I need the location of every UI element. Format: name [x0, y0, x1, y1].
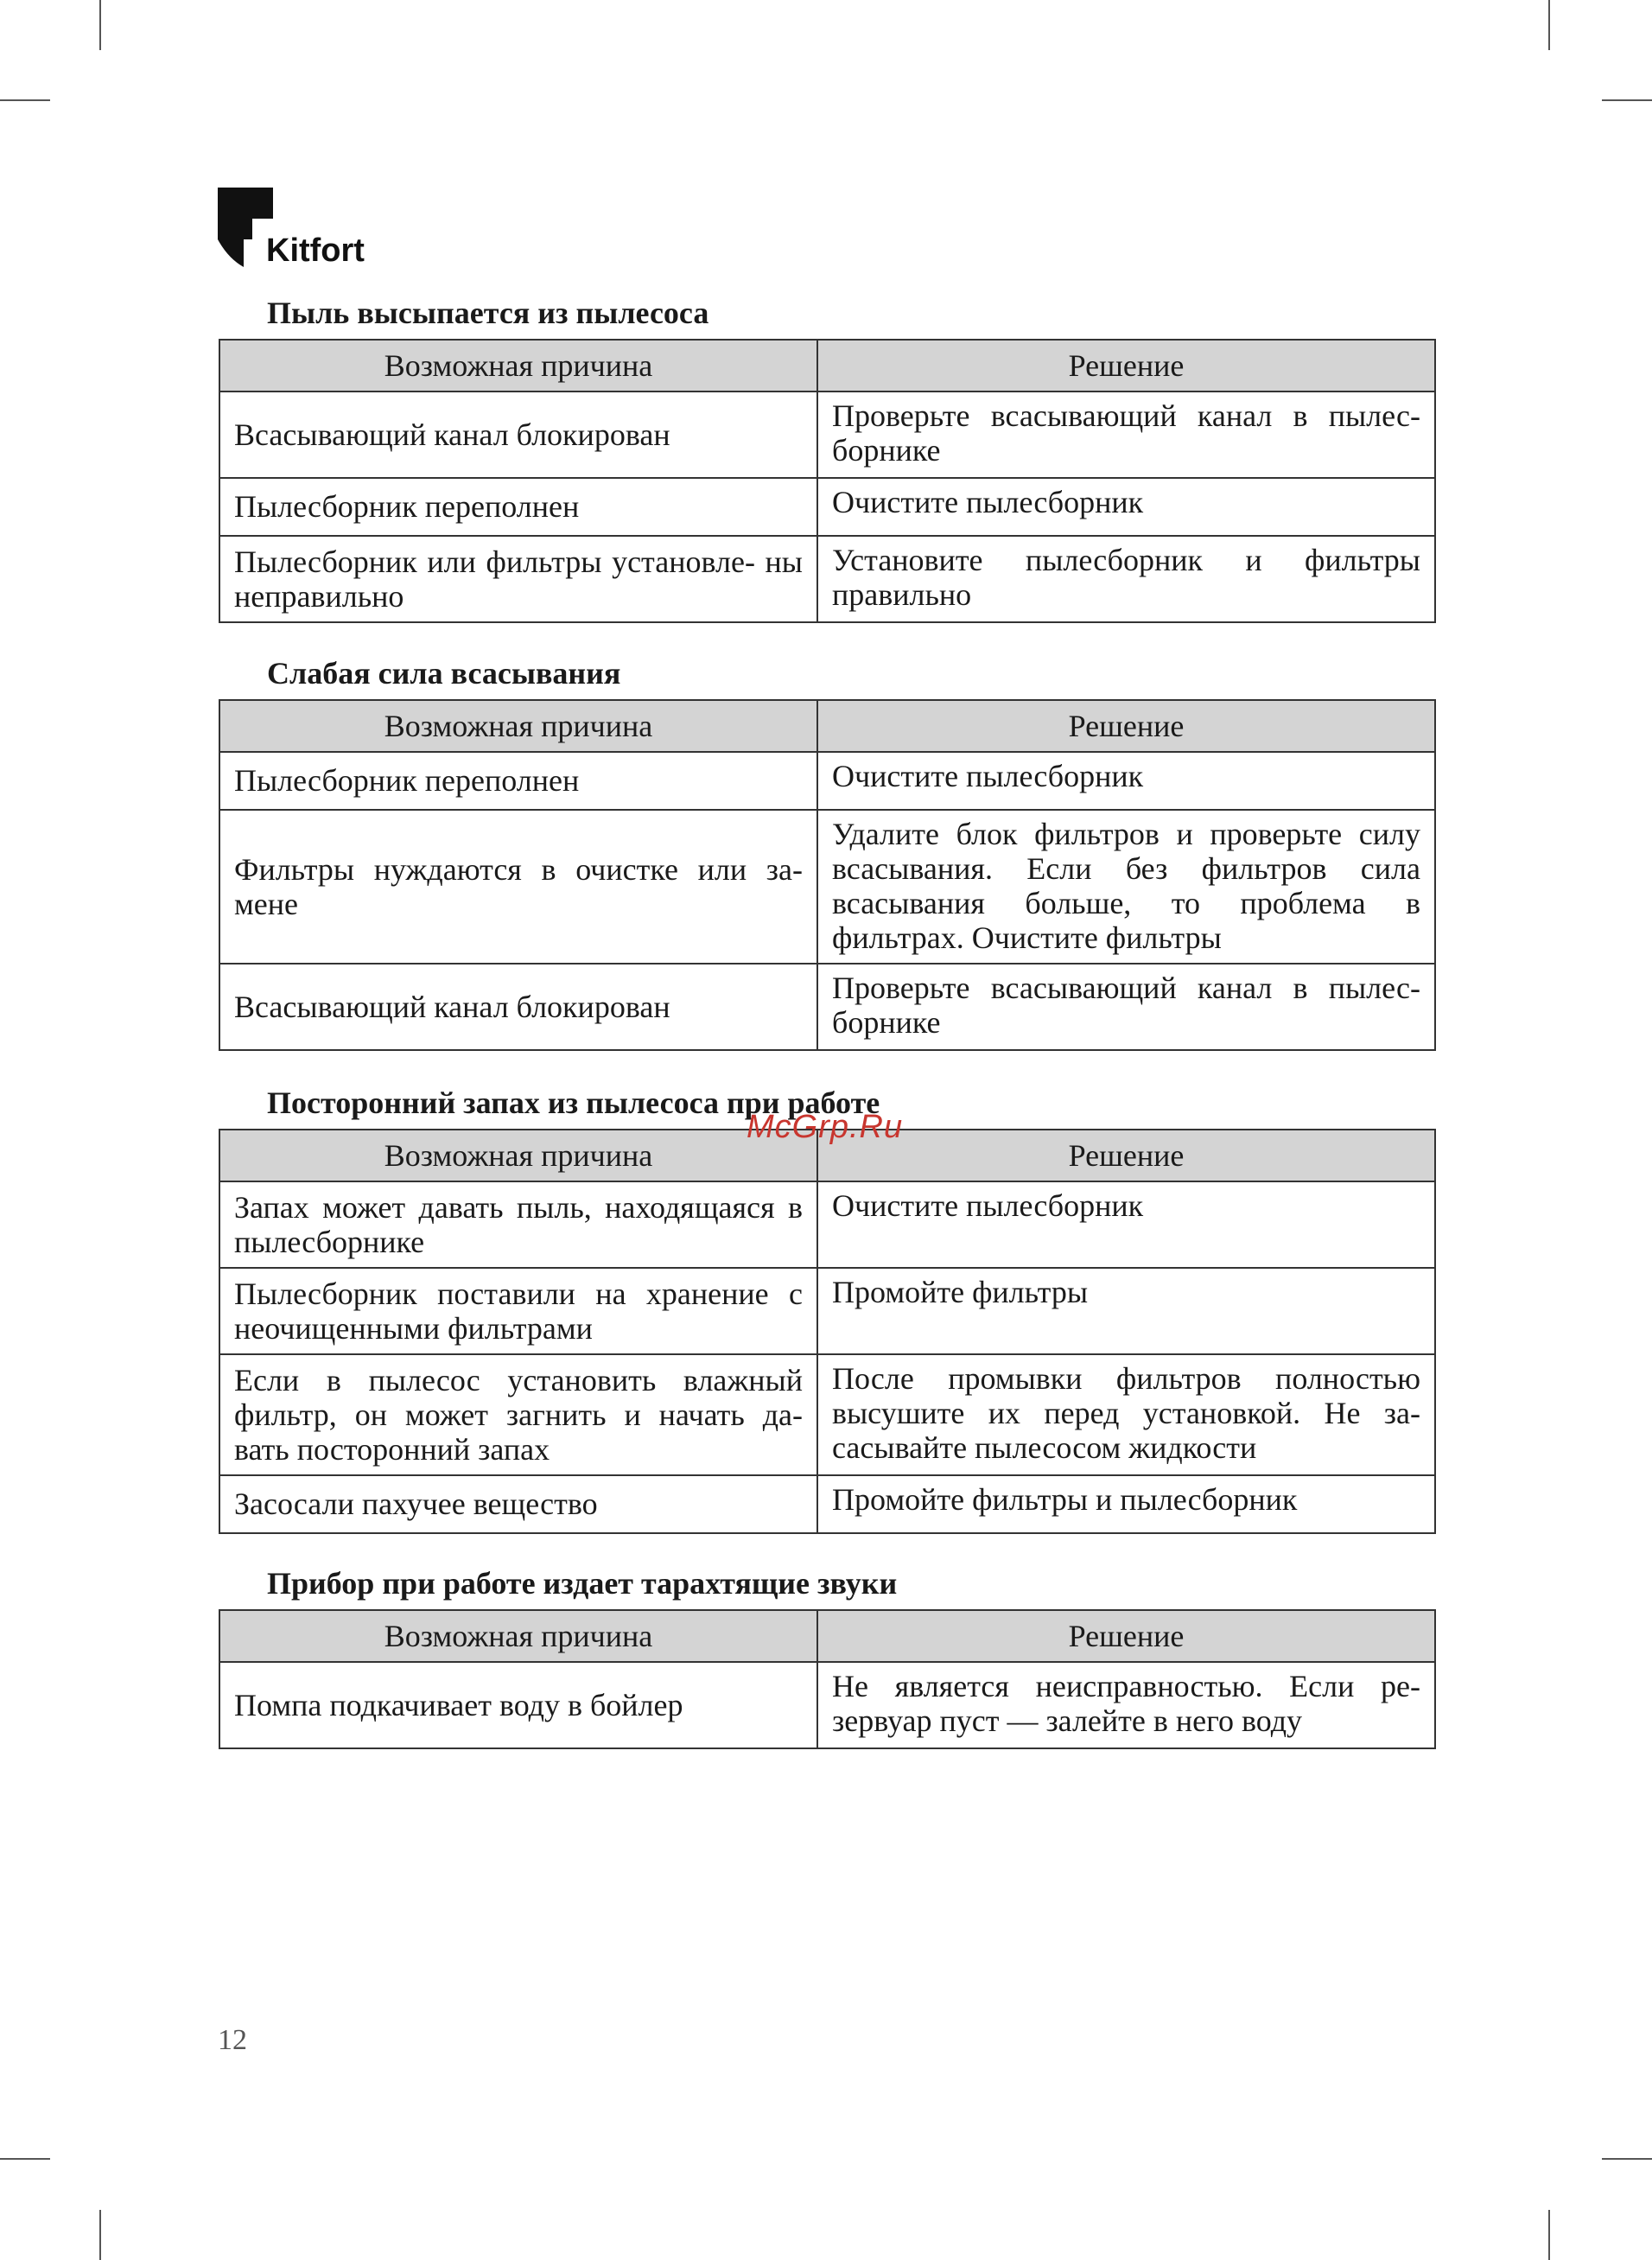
table-header-row	[219, 1610, 1435, 1662]
cause-cell: Всасывающий канал блокирован	[219, 392, 817, 478]
table-row	[219, 536, 1435, 622]
column-header-solution: Решение	[817, 340, 1435, 392]
crop-mark	[99, 0, 101, 50]
solution-cell: Не является неисправностью. Если ре- зервуар пуст — залейте в него воду	[817, 1662, 1435, 1748]
crop-mark	[1602, 99, 1652, 101]
cause-cell: Пылесборник или фильтры установле- ны неправильно	[219, 536, 817, 622]
solution-cell: Промойте фильтры и пылесборник	[817, 1475, 1435, 1533]
solution-cell: Промойте фильтры	[817, 1268, 1435, 1354]
cause-cell: Если в пылесос установить влажный фильтр, он может загнить и начать да- вать посторонний запах	[219, 1354, 817, 1475]
logo-text: Kitfort	[266, 232, 365, 269]
cause-cell: Запах может давать пыль, находящаяся в пылесборнике	[219, 1181, 817, 1268]
column-header-solution: Решение	[817, 1130, 1435, 1181]
brand-logo	[218, 188, 391, 274]
section-title: Посторонний запах из пылесоса при работе	[267, 1085, 880, 1120]
table-row	[219, 478, 1435, 536]
solution-cell: Проверьте всасывающий канал в пылес- борнике	[817, 392, 1435, 478]
table-row	[219, 964, 1435, 1050]
table-row	[219, 810, 1435, 964]
solution-cell: Очистите пылесборник	[817, 1181, 1435, 1268]
solution-cell: Очистите пылесборник	[817, 752, 1435, 810]
crop-mark	[99, 2210, 101, 2260]
section-odor	[219, 1085, 1434, 1534]
cause-cell: Засосали пахучее вещество	[219, 1475, 817, 1533]
table-row	[219, 392, 1435, 478]
table-row	[219, 1475, 1435, 1533]
column-header-cause: Возможная причина	[219, 1130, 817, 1181]
table-header-row	[219, 340, 1435, 392]
cause-cell: Фильтры нуждаются в очистке или за- мене	[219, 810, 817, 964]
column-header-solution: Решение	[817, 1610, 1435, 1662]
solution-cell: Удалите блок фильтров и проверьте силу всасывания. Если без фильтров сила всасывания больше, то проблема в фильтрах. Очистите фильтры	[817, 810, 1435, 964]
table-row	[219, 1181, 1435, 1268]
crop-mark	[1548, 0, 1550, 50]
cause-cell: Помпа подкачивает воду в бойлер	[219, 1662, 817, 1748]
table-row	[219, 1662, 1435, 1748]
page-number: 12	[218, 2024, 247, 2056]
solution-cell: Проверьте всасывающий канал в пылес- борнике	[817, 964, 1435, 1050]
watermark: McGrp.Ru	[747, 1109, 904, 1145]
crop-mark	[0, 99, 50, 101]
table-row	[219, 1268, 1435, 1354]
solution-cell: Очистите пылесборник	[817, 478, 1435, 536]
column-header-cause: Возможная причина	[219, 340, 817, 392]
troubleshooting-table	[219, 1129, 1436, 1534]
section-title: Слабая сила всасывания	[267, 656, 621, 691]
crop-mark	[1548, 2210, 1550, 2260]
troubleshooting-table	[219, 1609, 1436, 1749]
solution-cell: После промывки фильтров полностью высушите их перед установкой. Не за- сасывайте пылесосом жидкости	[817, 1354, 1435, 1475]
section-dust-spills	[219, 296, 1434, 623]
cause-cell: Пылесборник поставили на хранение с неочищенными фильтрами	[219, 1268, 817, 1354]
section-rattling-noise	[219, 1566, 1434, 1749]
column-header-cause: Возможная причина	[219, 700, 817, 752]
section-title: Прибор при работе издает тарахтящие звуки	[267, 1566, 898, 1601]
column-header-cause: Возможная причина	[219, 1610, 817, 1662]
column-header-solution: Решение	[817, 700, 1435, 752]
crop-mark	[0, 2158, 50, 2160]
cause-cell: Пылесборник переполнен	[219, 752, 817, 810]
section-title: Пыль высыпается из пылесоса	[267, 296, 709, 330]
cause-cell: Всасывающий канал блокирован	[219, 964, 817, 1050]
cause-cell: Пылесборник переполнен	[219, 478, 817, 536]
solution-cell: Установите пылесборник и фильтры правильно	[817, 536, 1435, 622]
section-weak-suction	[219, 656, 1434, 1051]
logo-mark-icon	[218, 188, 273, 267]
table-row	[219, 1354, 1435, 1475]
troubleshooting-table	[219, 699, 1436, 1051]
troubleshooting-table	[219, 339, 1436, 623]
crop-mark	[1602, 2158, 1652, 2160]
table-row	[219, 752, 1435, 810]
table-header-row	[219, 700, 1435, 752]
